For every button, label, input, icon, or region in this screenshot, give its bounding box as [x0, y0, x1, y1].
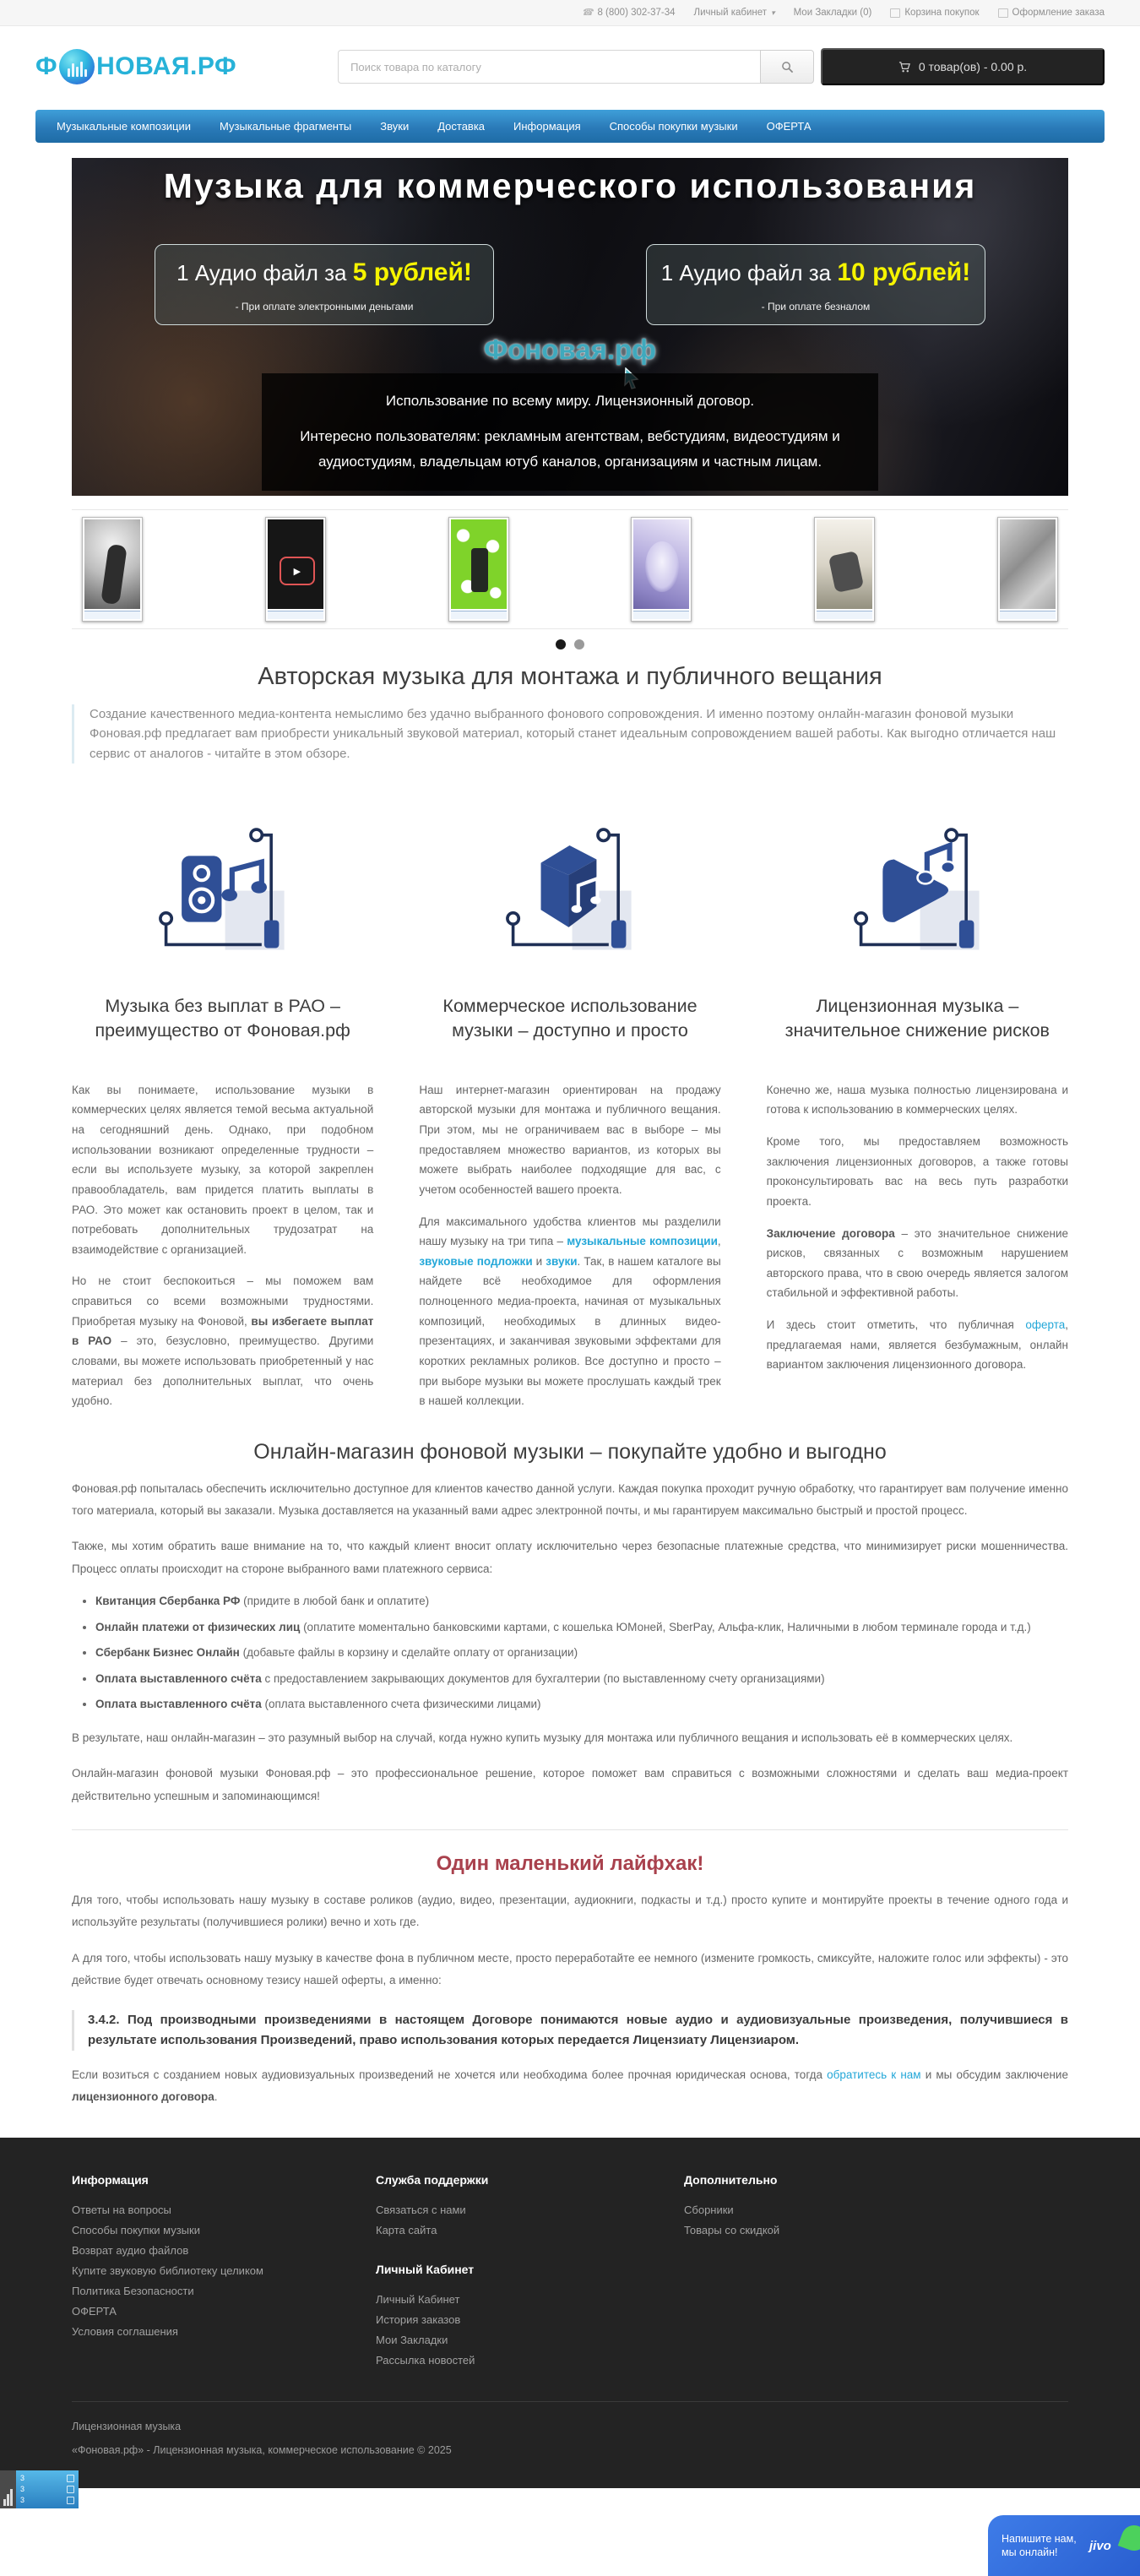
play-icon — [280, 557, 315, 585]
bold-segment: вы избегаете выплат в РАО — [72, 1314, 374, 1348]
footer-link-contact[interactable]: Связаться с нами — [376, 2203, 466, 2216]
feature-title: Коммерческое использование музыки – доступно и просто — [442, 995, 698, 1041]
footer-col-additional — [684, 2173, 1068, 2371]
cart-icon — [898, 61, 911, 73]
footer-heading: Информация — [72, 2172, 149, 2187]
text-segment: и — [532, 1254, 546, 1268]
thumbnail-caption — [451, 611, 507, 619]
footer-link-bookmarks[interactable]: Мои Закладки — [376, 2333, 448, 2346]
offer-row — [72, 244, 1068, 325]
payment-option — [95, 1670, 1068, 1688]
section-divider — [72, 1829, 1068, 1830]
chat-invite-text: Напишите нам, мы онлайн! — [1002, 2532, 1077, 2559]
footer-link-payment-ways[interactable]: Способы покупки музыки — [72, 2223, 200, 2236]
play-music-icon — [844, 814, 991, 962]
link-music-compositions[interactable]: музыкальные композиции — [567, 1235, 718, 1248]
account-menu-label: Личный кабинет — [693, 8, 768, 18]
feature-paragraph — [767, 1224, 1068, 1304]
site-logo[interactable] — [35, 49, 236, 84]
closing-paragraph — [72, 2064, 1068, 2109]
header — [35, 26, 1105, 107]
search-button[interactable] — [760, 50, 814, 84]
cart-link[interactable] — [890, 8, 979, 18]
nav-item-info[interactable]: Информация — [513, 120, 581, 133]
checkout-link-label: Оформление заказа — [1012, 8, 1105, 18]
text-segment: , предлагаемая нами, является безбумажным, онлайн вариантом заключения лицензионного договора. — [766, 1318, 1068, 1372]
slide-thumbnail[interactable] — [448, 517, 509, 622]
offer1-price: 5 рублей! — [352, 258, 472, 286]
bottom-strip — [0, 2488, 1140, 2559]
topbar — [0, 0, 1140, 26]
feature-license — [767, 789, 1068, 1411]
shop-paragraph: Также, мы хотим обратить ваше внимание на то, что каждый клиент вносит оплату исключительно через безопасные платежные средства, что минимизирует риски мошенничества. Процесс оплаты происходит на стороне выбранного вами платежного сервиса: — [72, 1540, 1068, 1575]
video-thumbnails-carousel — [72, 509, 1068, 629]
feature-rao — [72, 789, 373, 1411]
shop-section-title: Онлайн-магазин фоновой музыки – покупайте удобно и выгодно — [253, 1439, 887, 1464]
link-sounds[interactable]: звуки — [546, 1254, 578, 1268]
slide-thumbnail[interactable] — [997, 517, 1058, 622]
offer-box-invoice — [646, 244, 985, 325]
banner-title: Музыка для коммерческого использования — [163, 166, 977, 205]
footer-bottom — [72, 2401, 1068, 2488]
intro-blockquote: Создание качественного медиа-контента немыслимо без удачно выбранного фонового сопровождения. И именно поэтому онлайн-магазин фоновой музыки Фоновая.рф предлагает вам приобрести уникальный звуковой материал, который станет идеальным сопровождением вашей работы. Как выгодно отличается наш сервис от аналогов - читайте в этом обзоре. — [72, 704, 1068, 764]
footer-link-collections[interactable]: Сборники — [684, 2203, 734, 2216]
nav-item-fragments[interactable]: Музыкальные фрагменты — [220, 120, 352, 133]
cart-summary-button[interactable] — [821, 48, 1105, 85]
payment-option — [95, 1644, 1068, 1662]
shop-paragraph: Онлайн-магазин фоновой музыки Фоновая.рф – это профессиональное решение, которое поможет вам справиться с возможными сложностями и сделать ваш медиа-проект действительно успешным и запоминающимся! — [72, 1767, 1068, 1802]
footer-tagline: Лицензионная музыка — [72, 2421, 182, 2433]
slide-thumbnail[interactable] — [265, 517, 326, 622]
thumbnail-image — [268, 519, 323, 609]
feature-paragraph: Наш интернет-магазин ориентирован на продажу авторской музыки для монтажа и публичного вещания. При этом, мы не ограничиваем вас в выборе – мы предоставляем множество вариантов, из которых вы можете выбрать наиболее подходящие для вас, с учетом особенностей вашего проекта. — [419, 1083, 721, 1196]
slide-thumbnail[interactable] — [82, 517, 143, 622]
footer-link-faq[interactable]: Ответы на вопросы — [72, 2203, 171, 2216]
main-nav — [35, 110, 1105, 143]
checkout-link[interactable] — [998, 8, 1105, 18]
link-contact-us[interactable]: обратитесь к нам — [827, 2068, 921, 2082]
text-segment: , — [717, 1235, 721, 1248]
speaker-music-icon — [149, 814, 296, 962]
carousel-pagination — [0, 639, 1140, 649]
bold-segment: Оплата выставленного счёта — [95, 1671, 262, 1685]
offer2-text: 1 Аудио файл за — [660, 260, 838, 285]
feature-paragraph — [72, 1271, 373, 1410]
feature-title: Музыка без выплат в РАО – преимущество от Фоновая.рф — [95, 995, 350, 1041]
payment-options-list — [72, 1592, 1068, 1714]
text-segment: (добавьте файлы в корзину и сделайте оплату от организации) — [239, 1646, 578, 1660]
bold-segment: Сбербанк Бизнес Онлайн — [95, 1646, 240, 1660]
feature-paragraph: Конечно же, наша музыка полностью лицензирована и готова к использованию в коммерческих целях. — [766, 1083, 1068, 1117]
lifehack-paragraph: Для того, чтобы использовать нашу музыку в составе роликов (аудио, видео, презентации, аудиокниги, подкасты и т.д.) просто купите и монтируйте проекты в течение одного года и используйте результаты (получившиеся ролики) вечно и хоть где. — [72, 1893, 1068, 1929]
bold-segment: Оплата выставленного счёта — [95, 1698, 262, 1711]
text-segment: (оплатите моментально банковскими картами, с кошелька ЮМоней, SberPay, Альфа-клик, Наличными в любом терминале города и т.д.) — [300, 1620, 1031, 1633]
counter-row-value: 3 — [20, 2473, 25, 2482]
contract-quote: 3.4.2. Под производными произведениями в настоящем Договоре понимаются новые аудио и аудиовизуальные произведения, получившиеся в результате использования Произведений, право использования которых передается Лицензиату Лицензиаром. — [72, 2010, 1068, 2051]
text-segment: (придите в любой банк и оплатите) — [240, 1595, 430, 1607]
features-section — [72, 789, 1068, 1411]
footer-link-terms[interactable]: Условия соглашения — [72, 2325, 178, 2339]
bookmarks-label: Мои Закладки (0) — [793, 8, 872, 18]
logo-equalizer-icon — [59, 49, 95, 84]
thumbnail-caption — [817, 611, 872, 619]
banner-info-box — [262, 373, 878, 491]
hero-banner-slide[interactable] — [72, 158, 1068, 496]
lifehack-paragraph: А для того, чтобы использовать нашу музыку в качестве фона в публичном месте, просто переработайте ее немного (измените громкость, смиксуйте, наложите голос или эффекты) - это действие будет отвечать основному тезису нашей оферты, а именно: — [72, 1951, 1068, 1986]
thumbnail-image — [817, 519, 872, 609]
text-segment: с предоставлением закрывающих документов для бухгалтерии (по выставленному счету организациями) — [261, 1671, 825, 1685]
feature-paragraph — [419, 1212, 720, 1411]
footer-link-account[interactable]: Личный Кабинет — [376, 2292, 460, 2306]
nav-item-delivery[interactable]: Доставка — [437, 120, 486, 133]
thumbnail-image — [633, 519, 689, 609]
checkout-icon — [998, 8, 1008, 18]
chevron-down-icon — [771, 8, 775, 18]
feature-paragraph — [767, 1315, 1068, 1375]
bold-segment: Онлайн платежи от физических лиц — [95, 1620, 301, 1633]
box-music-icon — [496, 814, 643, 962]
feature-paragraph: Кроме того, мы предоставляем возможность заключения лицензионных договоров, а также готовы проконсультировать вас на весь путь разработки проекта. — [766, 1135, 1068, 1208]
text-segment: – это значительное снижение рисков, связанных с возможным нарушением авторского права, что в свою очередь является залогом стабильной и эффективной работы. — [766, 1226, 1068, 1300]
nav-item-offer[interactable]: ОФЕРТА — [766, 120, 812, 133]
banner-info-line1: Использование по всему миру. Лицензионный договор. — [385, 393, 755, 409]
thumbnail-caption — [633, 611, 689, 619]
footer-heading: Личный Кабинет — [376, 2262, 475, 2276]
cart-link-label: Корзина покупок — [904, 8, 980, 18]
footer-heading: Дополнительно — [684, 2172, 778, 2187]
thumbnail-caption — [268, 611, 323, 619]
bookmarks-link[interactable] — [794, 8, 872, 18]
account-menu[interactable] — [694, 8, 775, 18]
footer-link-security-policy[interactable]: Политика Безопасности — [72, 2284, 194, 2297]
footer-link-sitemap[interactable]: Карта сайта — [376, 2223, 437, 2236]
text-segment: (оплата выставленного счета физическими лицами) — [261, 1698, 541, 1711]
slide-thumbnail[interactable] — [814, 517, 875, 622]
bold-segment: Заключение договора — [766, 1226, 895, 1240]
cart-icon — [890, 8, 900, 18]
counter-row-value: 3 — [20, 2496, 25, 2505]
nav-item-payment-ways[interactable]: Способы покупки музыки — [609, 120, 738, 133]
pagination-dot-1[interactable] — [556, 639, 566, 649]
thumbnail-caption — [84, 611, 140, 619]
jivo-leaf-icon — [1118, 2522, 1140, 2554]
offer1-text: 1 Аудио файл за — [176, 260, 353, 285]
footer-link-returns[interactable]: Возврат аудио файлов — [72, 2243, 189, 2257]
banner-info-line2: Интересно пользователям: рекламным агентствам, вебстудиям, видеостудиям и аудиостудиям, владельцам ютуб каналов, организациям и частным лицам. — [300, 427, 840, 470]
feature-title: Лицензионная музыка – значительное снижение рисков — [784, 995, 1050, 1041]
footer-link-order-history[interactable]: История заказов — [376, 2312, 461, 2326]
banner-brand: Фоновая.рф — [483, 334, 657, 365]
counter-row-value: 3 — [20, 2484, 25, 2493]
thumbnail-image — [451, 519, 507, 609]
shop-paragraph: В результате, наш онлайн-магазин – это разумный выбор на случай, когда нужно купить музыку для монтажа или публичного вещания и использовать её в коммерческих целях. — [72, 1731, 1013, 1744]
page-title: Авторская музыка для монтажа и публичного вещания — [258, 663, 882, 690]
footer-copyright: «Фоновая.рф» - Лицензионная музыка, коммерческое использование © 2025 — [72, 2444, 452, 2457]
chat-widget-button[interactable] — [988, 2515, 1140, 2576]
offer2-note: - При оплате безналом — [761, 301, 871, 312]
footer-link-discounts[interactable]: Товары со скидкой — [684, 2223, 780, 2236]
counter-row-icon — [67, 2475, 74, 2482]
footer-link-newsletter[interactable]: Рассылка новостей — [376, 2354, 475, 2367]
search-icon — [781, 61, 794, 73]
nav-item-compositions[interactable]: Музыкальные композиции — [57, 120, 192, 133]
slide-thumbnail[interactable] — [631, 517, 692, 622]
thumbnail-image — [84, 519, 140, 609]
footer-col-support — [376, 2173, 684, 2371]
text-segment: . Так, в нашем каталоге вы найдете всё необходимое для оформления полноценного медиа-проекта, начиная от музыкальных композиций, необходимых в длинных видео-презентациях, и заканчивая звуковыми эффектами для коротких рекламных роликов. Все доступно и просто – при выборе музыки вы можете прослушать каждый трек в нашей коллекции. — [419, 1254, 721, 1408]
phone-icon — [582, 8, 594, 18]
payment-option — [95, 1618, 1068, 1637]
phone-number-text: 8 (800) 302-37-34 — [597, 8, 676, 18]
footer-col-information — [72, 2173, 376, 2371]
text-segment: . — [214, 2090, 218, 2104]
payment-option — [95, 1695, 1068, 1714]
payment-option — [95, 1592, 1068, 1611]
feature-paragraph: Как вы понимаете, использование музыки в коммерческих целях является темой весьма актуальной на сегодняшний день. Однако, при подобном использовании возникают определенные трудности – если вы используете музыку, за которой закреплен правообладатель, вам придется платить выплаты в РАО. Это может как остановить проект в целом, так и потребовать дополнительных трудозатрат на взаимодействие с организацией. — [72, 1083, 374, 1256]
offer1-note: - При оплате электронными деньгами — [235, 301, 414, 312]
footer — [0, 2138, 1140, 2505]
thumbnail-caption — [1000, 611, 1056, 619]
bold-segment: лицензионного договора — [72, 2090, 214, 2104]
text-segment: И здесь стоит отметить, что публичная — [766, 1318, 1026, 1331]
footer-link-buy-library[interactable]: Купите звуковую библиотеку целиком — [72, 2264, 263, 2277]
thumbnail-image — [1000, 519, 1056, 609]
footer-heading: Служба поддержки — [376, 2172, 489, 2187]
link-offer[interactable]: оферта — [1025, 1318, 1066, 1331]
feature-commercial-use — [419, 789, 720, 1411]
search-input[interactable] — [338, 50, 760, 84]
pagination-dot-2[interactable] — [574, 639, 584, 649]
text-segment: и мы обсудим заключение — [920, 2068, 1068, 2082]
jivo-logo: jivo — [1089, 2538, 1111, 2553]
search-bar — [338, 50, 814, 84]
lifehack-title: Один маленький лайфхак! — [436, 1851, 704, 1875]
shop-paragraph: Фоновая.рф попыталась обеспечить исключительно доступное для клиентов качество данной услуги. Каждая покупка проходит ручную обработку, что гарантирует вам получение именно того материала, который вы заказали. Музыка доставляется на указанный вами адрес электронной почты, и мы гарантируем максимально быстрый и простой процесс. — [72, 1481, 1068, 1518]
cart-summary-text: 0 товар(ов) - 0.00 р. — [918, 60, 1028, 73]
text-segment: – это, безусловно, преимущество. Другими словами, вы можете использовать приобретенный у нас материал без дополнительных выплат, что очень удобно. — [72, 1334, 374, 1408]
nav-item-sounds[interactable]: Звуки — [380, 120, 410, 133]
text-segment: Для максимального удобства клиентов мы разделили нашу музыку на три типа – — [419, 1215, 721, 1248]
bold-segment: Квитанция Сбербанка РФ — [95, 1595, 241, 1607]
logo-text: НОВАЯ.РФ — [96, 52, 237, 80]
logo-prefix: Ф — [35, 52, 58, 80]
offer-box-electronic — [155, 244, 494, 325]
footer-link-offer[interactable]: ОФЕРТА — [72, 2305, 117, 2318]
offer2-price: 10 рублей! — [837, 258, 971, 286]
phone-number — [582, 8, 676, 18]
text-segment: Если возиться с созданием новых аудиовизуальных произведений не хочется или необходима более прочная юридическая основа, тогда — [72, 2068, 828, 2082]
link-sound-backgrounds[interactable]: звуковые подложки — [419, 1254, 533, 1268]
text-segment: Но не стоит беспокоиться – мы поможем вам справиться со всеми возможными трудностями. Приобретая музыку на Фоновой, — [72, 1274, 374, 1328]
